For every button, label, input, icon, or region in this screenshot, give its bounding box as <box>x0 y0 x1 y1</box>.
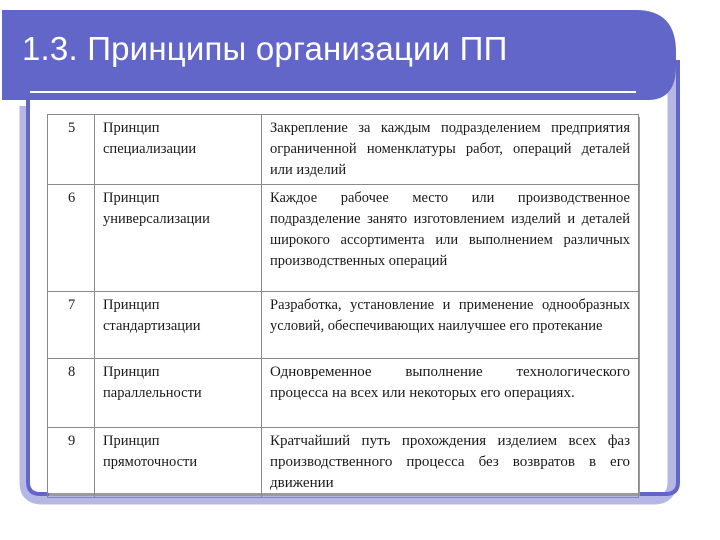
principle-name: Принцип универсализации <box>95 185 262 292</box>
principle-name: Принцип стандартизации <box>95 292 262 359</box>
row-number: 5 <box>48 115 95 185</box>
principle-description: Разработка, установление и применение однообразных условий, обеспечивающих наилучшее его протекание <box>262 292 639 359</box>
principle-description: Каждое рабочее место или производственное подразделение занято изготовлением изделий и деталей широкого ассортимента или выполнением различных производственных операций <box>262 185 639 292</box>
row-number: 6 <box>48 185 95 292</box>
principle-name: Принцип специализации <box>95 115 262 185</box>
table-row <box>48 115 639 185</box>
row-number: 7 <box>48 292 95 359</box>
row-number: 8 <box>48 359 95 428</box>
table-row <box>48 428 639 498</box>
table-row <box>48 185 639 292</box>
principle-name: Принцип параллельности <box>95 359 262 428</box>
principle-name: Принцип прямоточности <box>95 428 262 498</box>
principles-table <box>47 114 638 493</box>
principle-description: Одновременное выполнение технологического процесса на всех или некоторых его операциях. <box>262 359 639 428</box>
row-number: 9 <box>48 428 95 498</box>
table-row <box>48 292 639 359</box>
principle-description: Закрепление за каждым подразделением предприятия ограниченной номенклатуры работ, операций деталей или изделий <box>262 115 639 185</box>
page-title: 1.3. Принципы организации ПП <box>22 30 508 67</box>
table <box>47 114 639 498</box>
table-row <box>48 359 639 428</box>
principle-description: Кратчайший путь прохождения изделием всех фаз производственного процесса без возвратов в его движении <box>262 428 639 498</box>
